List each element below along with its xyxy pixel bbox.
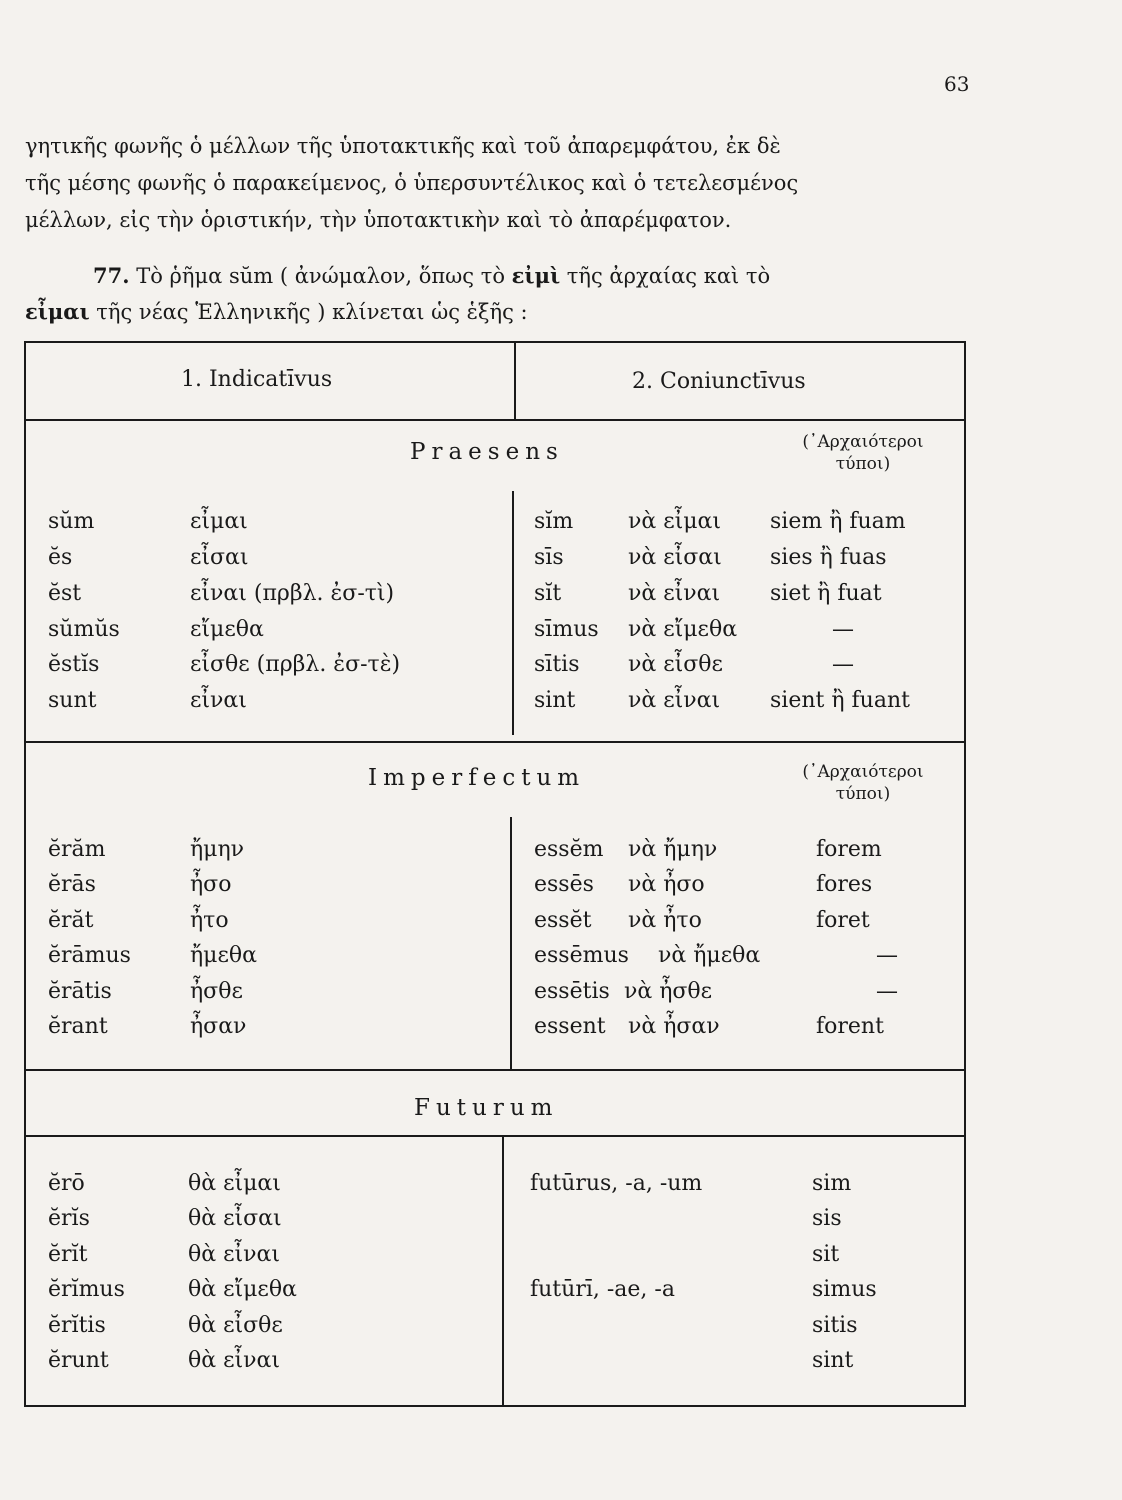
header-divider [26,419,964,421]
intro-text [25,128,975,239]
section-divider [26,1069,964,1071]
conjugation-table: 1. Indicatīvus 2. Coniunctīvus Praesens (᾿Αρχαιότεροι τύποι) sŭm εἶμαι sĭm νὰ εἶμαι siem ἢ fuam ĕs εἶσαι sīs νὰ εἶσαι sies ἢ fuas ĕst εἶναι (πρβλ. ἐσ-τὶ) sĭt νὰ εἶναι siet ἢ fuat sŭmŭs εἴμεθα sīmus νὰ εἴμεθα — ĕstĭs εἶσθε (πρβλ. ἐσ-τὲ) sītis νὰ εἶσθε — sunt εἶναι sint νὰ εἶναι sient ἢ fuant Imperfectum (᾿Αρχαιότεροι τύποι) ĕrăm ἤμην essĕm νὰ ἤμην forem ĕrās ἦσο essēs νὰ ἦσο fores ĕrăt ἦτο essĕt νὰ ἦτο foret ĕrāmus ἤμεθα essēmus νὰ ἤμεθα — ĕrātis ἦσθε essētis νὰ ἦσθε — ĕrant ἦσαν essent νὰ ἦσαν forent Futurum ĕrō θὰ εἶμαι futūrus, -a, -um sim ĕrĭs θὰ εἶσαι sis ĕrĭt θὰ εἶναι sit ĕrĭmus θὰ εἴμεθα futūrī, -ae, -a simus ĕrĭtis θὰ εἶσθε sitis ĕrunt θὰ εἶναι sint [24,341,966,1407]
paragraph-text: τῆς νέας Ἑλληνικῆς ) κλίνεται ὡς ἑξῆς : [89,300,528,324]
intro-line: τῆς μέσης φωνῆς ὁ παρακείμενος, ὁ ὑπερσυντέλικος καὶ ὁ τετελεσμένος [25,171,799,195]
paragraph-text: τῆς ἀρχαίας καὶ τὸ [560,264,771,288]
column-divider [510,817,512,1069]
section-subdivider [26,1135,964,1137]
page-number: 63 [944,72,970,96]
column-divider [514,343,516,419]
subjunctive-header: 2. Coniunctīvus [632,369,806,394]
older-forms-note: (᾿Αρχαιότεροι τύποι) [802,432,924,474]
section-title-imperfectum: Imperfectum [368,765,586,791]
column-divider [502,1135,504,1407]
intro-line: μέλλων, εἰς τὴν ὁριστικήν, τὴν ὑποτακτικὴν καὶ τὸ ἀπαρέμφατον. [25,208,732,232]
paragraph-number: 77. [93,263,130,288]
older-forms-note: (᾿Αρχαιότεροι τύποι) [802,762,924,804]
indicative-header: 1. Indicatīvus [181,367,333,392]
paragraph-bold-word: εἰμὶ [511,263,561,288]
column-divider [512,491,514,735]
paragraph-77 [25,258,975,330]
intro-line: γητικῆς φωνῆς ὁ μέλλων τῆς ὑποτακτικῆς καὶ τοῦ ἀπαρεμφάτου, ἐκ δὲ [25,134,781,158]
paragraph-text: Τὸ ῥῆμα sŭm ( ἀνώμαλον, ὅπως τὸ [129,264,512,288]
paragraph-bold-word: εἶμαι [25,299,90,324]
section-divider [26,741,964,743]
section-title-praesens: Praesens [410,439,564,465]
section-title-futurum: Futurum [414,1095,559,1121]
